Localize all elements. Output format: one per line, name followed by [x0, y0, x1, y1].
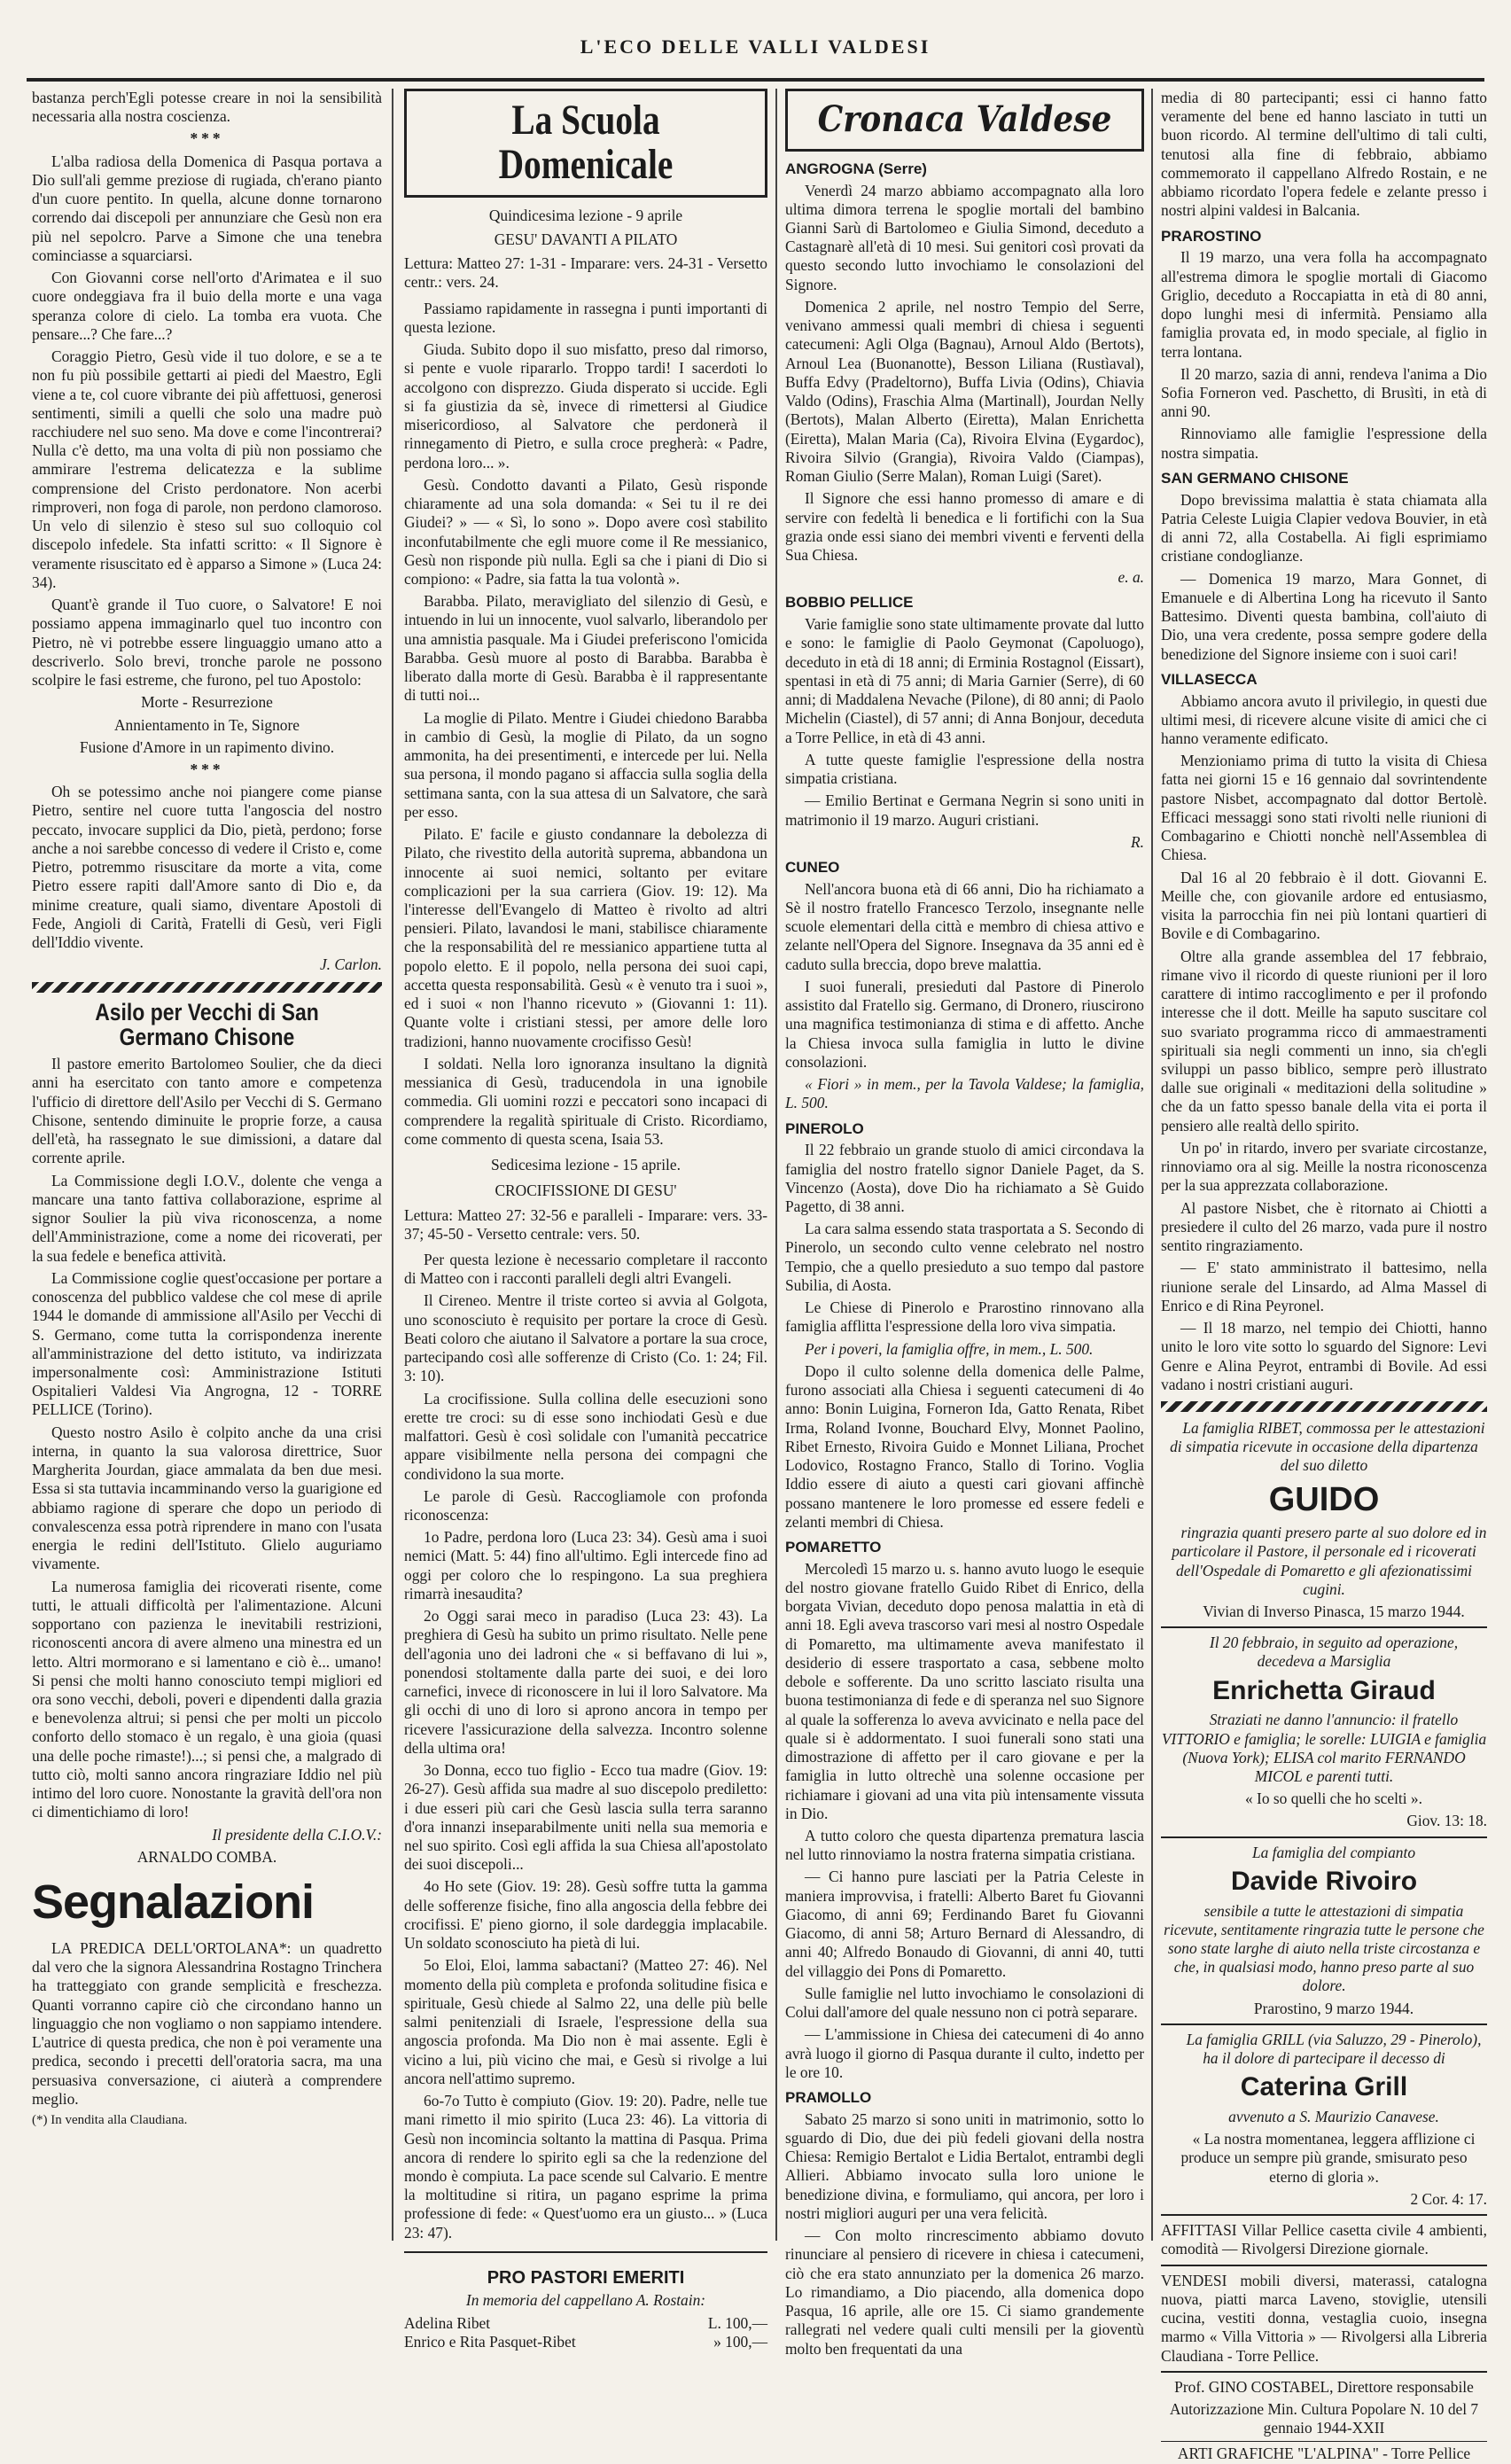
paragraph: 5o Eloi, Eloi, lamma sabactani? (Matteo 27: 46). Nel momento della più completa e profonda solitudine fisica e spirituale, Gesù chiede al Salmo 22, una delle più belle salmi penitenziali di Israele, l'espressione della sua angoscia profonda. Ma Dio non è mai assente. Egli è vicino a lui, più vicino che mai, e Gesù si rivolge a lui ancora nell'attimo supremo. [404, 1956, 767, 2087]
section-title-box [785, 89, 1144, 152]
paragraph: Il Cireneo. Mentre il triste corteo si avvia al Golgota, uno sconosciuto è requisito per portare la croce di Gesù. Beati coloro che aiutano il Salvatore a portare la sua croce, partecipando così alle sofferenze di Cristo (Co. 1: 24; Fil. 3: 10). [404, 1291, 767, 1385]
pro-pastori-subtitle: In memoria del cappellano A. Rostain: [465, 2291, 706, 2310]
donation-row [404, 2333, 767, 2351]
notice-text: « La nostra momentanea, leggera afflizione ci produce un sempre più grande, smisurato peso eterno di gloria ». [1180, 2130, 1476, 2186]
section-title-box [404, 89, 767, 198]
paragraph: Domenica 2 aprile, nel nostro Tempio del Serre, venivano ammessi quali membri di chiesa i seguenti catecumeni: Agli Olga (Bagnau), Arnoul Aldo (Bertots), Arnoul Lea (Buonanotte), Besson Liliana (Rustìaval), Buffa Edvy (Pradeltorno), Buffa Livia (Odins), Chiavia Valdo (Odins), Fraschia Alma (Martinall), Jourdan Nelly (Bertots), Malan Alberto (Eiretta), Malan Enrichetta (Eiretta), Malan Maria (Ca), Rivoira Elvina (Eygardoc), Rivoira Silvio (Grangia), Rivoira Valdo (Ciampas), Roman Giulio (Serre Malan), Roman Luigi (Saret). [785, 297, 1144, 486]
divider [1161, 2023, 1487, 2025]
locality-heading: CUNEO [785, 859, 840, 876]
donation-row [404, 2314, 767, 2333]
divider [1161, 1836, 1487, 1838]
column-2 [404, 89, 767, 2351]
lesson-date: Quindicesima lezione - 9 aprile [488, 206, 683, 224]
signature: R. [1131, 832, 1144, 851]
paragraph: — Emilio Bertinat e Germana Negrin si sono uniti in matrimonio il 19 marzo. Auguri cristiani. [785, 791, 1144, 829]
section-title: Segnalazioni [32, 1875, 315, 1930]
lesson-date: Sedicesima lezione - 15 aprile. [491, 1156, 681, 1174]
paragraph: « Fiori » in mem., per la Tavola Valdese; la famiglia, L. 500. [785, 1075, 1144, 1112]
paragraph: La numerosa famiglia dei ricoverati risente, come tutti, le attuali difficoltà per l'alimentazione. Alcuni sopportano con pazienza le inevitabili restrizioni, riconoscenti ancora di avere almeno una minestra ed un letto. Altri mormorano e si lamentano e ciò è... umano! Si pensi che molti hanno conosciuto tempi migliori ed ora sono vecchi, deboli, poveri e dipendenti dalla grazia e benevolenza altrui; si pensi che per molti un piccolo conforto dello stomaco è un regalo, è una gioia (quasi una delle poche rimaste!)...; si pensi che, a malgrado di tutto ciò, molti sanno ancora ringraziare Iddio nel più intimo del loro cuore. Nonostante la gravità dell'ora non ci dimentichiamo di loro! [32, 1577, 382, 1821]
paragraph: Sabato 25 marzo si sono uniti in matrimonio, sotto lo sguardo di Dio, due dei più fedeli giovani della nostra Chiesa: Remigio Bertalot e Lidia Bertalot, entrambi degli Allieri. Abbiamo invocato sulla loro unione le benedizione divina, e formuliamo, qui ancora, per loro i nostri migliori auguri per una vera felicità. [785, 2109, 1144, 2222]
masthead: L'ECO DELLE VALLI VALDESI [580, 35, 931, 58]
paragraph: Il 20 marzo, sazia di anni, rendeva l'anima a Dio Sofia Forneron ved. Paschetto, di Brusìti, in età di anni 90. [1161, 364, 1487, 421]
paragraph: Mercoledì 15 marzo u. s. hanno avuto luogo le esequie del nostro giovane fratello Guido Ribet di Enrico, della borgata Vivian, deceduto dopo penosa malattia in età di anni 18. Egli aveva trascorso vari mesi al nostro Ospedale di Pomaretto, ma ultimamente aveva manifestato il desiderio di essere trasportato a casa, sebbene molto debole e sofferente. Da uno scritto lasciato risulta una buona testimonianza di fede e di speranza nel suo Signore al quale la sofferenza lo aveva avvicinato e nella pace del quale si è addormentato. I suoi funerali sono stati una dimostrazione di affetto per il caro giovane e per la famiglia in lutto oltrechè una solenne occasione per richiamare i giovani ad una vita più intensamente vissuta in Dio. [785, 1559, 1144, 1822]
paragraph: Le parole di Gesù. Raccogliamole con profonda riconoscenza: [404, 1486, 767, 1524]
pro-pastori-title: PRO PASTORI EMERITI [487, 2267, 685, 2288]
paragraph: Questo nostro Asilo è colpito anche da una crisi interna, in quanto la sua valorosa direttrice, Suor Margherita Jourdan, giace ammalata da ben due mesi. Essa si sta tuttavia incamminando verso la guarigione ed abbiamo ragione di sperare che dopo un periodo di convalescenza essa potrà riprendere in mano con l'usata energia le redini dell'Istituto. Glielo auguriamo vivamente. [32, 1423, 382, 1573]
section-title: Cronaca Valdese [817, 98, 1112, 140]
lesson-heading: CROCIFISSIONE DI GESU' [495, 1181, 677, 1200]
footnote: (*) In vendita alla Claudiana. [32, 2113, 188, 2128]
signature: ARNALDO COMBA. [136, 1847, 277, 1866]
paragraph: La cara salma essendo stata trasportata a S. Secondo di Pinerolo, un secondo culto venne celebrato nel nostro Tempio, che a quello presieduto a suo tempo dal pastore Subilia, di Aosta. [785, 1220, 1144, 1294]
locality-heading: VILLASECCA [1161, 670, 1258, 688]
paragraph: Un po' in ritardo, invero per svariate circostanze, rinnoviamo ora al sig. Meille la nostra riconoscenza per la sua apprezzata collaborazione. [1161, 1138, 1487, 1195]
paragraph: 1o Padre, perdona loro (Luca 23: 34). Gesù ama i suoi nemici (Matt. 5: 44) fino all'ultimo. Egli intercede fino ad oggi per coloro che lo respingono. La sua preghiera rimarrà inesaudita? [404, 1528, 767, 1602]
donation-amount: » 100,— [713, 2332, 767, 2351]
paragraph: Il 19 marzo, una vera folla ha accompagnato all'estrema dimora le spoglie mortali di Giacomo Griglio, deceduto a Roccapiatta in età di 80 anni, dopo lunghi mesi di infermità. Pensiamo alla famiglia provata ed, in modo speciale, al figlio in terra lontana. [1161, 248, 1487, 361]
locality-heading: BOBBIO PELLICE [785, 594, 914, 612]
column-divider [775, 89, 777, 2241]
article-title: Asilo per Vecchi di San Germano Chisone [95, 998, 319, 1050]
notice-intro: La famiglia RIBET, commossa per le attestazioni di simpatia ricevute in occasione della dipartenza del suo diletto [1170, 1418, 1485, 1475]
paragraph: Per i poveri, la famiglia offre, in mem., L. 500. [805, 1339, 1094, 1358]
paragraph: bastanza perch'Egli potesse creare in noi la sensibilità necessaria alla nostra coscienza. [32, 89, 382, 126]
paragraph: Passiamo rapidamente in rassegna i punti importanti di questa lezione. [404, 299, 767, 336]
column-divider [1151, 89, 1153, 2241]
notice-ref: Giov. 13: 18. [1406, 1812, 1487, 1830]
signature: J. Carlon. [319, 955, 382, 974]
paragraph: Barabba. Pilato, meravigliato del silenzio di Gesù, e intuendo in lui un innocente, vuol salvarlo, liberandolo per una amnistia pasquale. Ma i Giudei preferiscono l'omicida Barabba. Gesù muore al posto di Barabba. Barabba è liberato dalla morte di Gesù. Barabba è il rappresentante di tutti noi... [404, 592, 767, 705]
locality-heading: POMARETTO [785, 1538, 882, 1556]
divider [1161, 2214, 1487, 2216]
paragraph: La moglie di Pilato. Mentre i Giudei chiedono Barabba in cambio di Gesù, la moglie di Pilato, da un sogno ammonita, ha dei presentimenti, e intercede per lui. Nella sua persona, il mondo pagano si affaccia sulla soglia della settimana santa, con la sua attesa di un Salvatore, che sarà per esso. [404, 708, 767, 821]
signature: Il presidente della C.I.O.V.: [212, 1825, 382, 1844]
paragraph: Dopo brevissima malattia è stata chiamata alla Patria Celeste Luigia Clapier vedova Bouvier, in età di anni 72, alla Costabella. Ai figli esprimiamo cristiane condoglianze. [1161, 490, 1487, 565]
classified-ad: VENDESI mobili diversi, materassi, catalogna nuova, piatti marca Laveno, stoviglie, utensili cucina, vestiti donna, vestaglia cuoio, insegna marmo « Villa Vittoria » — Rivolgersi alla Libreria Claudiana - Torre Pellice. [1161, 2271, 1487, 2365]
notice-place: avvenuto a S. Maurizio Canavese. [1228, 2107, 1439, 2125]
imprint-box [1161, 2371, 1487, 2464]
paragraph: Il pastore emerito Bartolomeo Soulier, che da dieci anni ha esercitato con tanto amore e competenza l'ufficio di direttore dell'Asilo per Vecchi di S. Germano Chisone, sentendo diminuite le proprie forze, a causa dell'età, ha rassegnato le sue dimissioni, a datare dal corrente aprile. [32, 1055, 382, 1167]
paragraph: La crocifissione. Sulla collina delle esecuzioni sono erette tre croci: su di esse sono inchiodati Gesù e due malfattori. Gesù è così solidale con l'umanità peccatrice appare visibilmente nella persona dei compagni che condividono la sua morte. [404, 1389, 767, 1483]
paragraph: LA PREDICA DELL'ORTOLANA*: un quadretto dal vero che la signora Alessandrina Rostagno Trinchera ha tratteggiato con grande semplicità e freschezza. Quanti vorranno capire ciò che circondano hanno un linguaggio che non vogliamo o non sappiamo intendere. L'autrice di questa predica, che non è poi veramente una predica, secondo i precetti dell'oratoria sacra, ma una persuasiva conversazione, ci aiuterà a comprendere meglio. [32, 1938, 382, 2108]
notice-name: Caterina Grill [1240, 2072, 1408, 2102]
notice-intro: Il 20 febbraio, in seguito ad operazione, decedeva a Marsiglia [1209, 1634, 1459, 1671]
verse-line: Fusione d'Amore in un rapimento divino. [79, 737, 335, 756]
locality-heading: PRAROSTINO [1161, 227, 1262, 245]
imprint-line: Prof. GINO COSTABEL, Direttore responsabile [1174, 2377, 1474, 2396]
notice-text: Straziati ne danno l'annuncio: il fratello VITTORIO e famiglia; le sorelle: LUIGIA e famiglia (Nuova York); ELISA col marito FERNANDO MICOL e parenti tutti. [1161, 1711, 1487, 1785]
masthead-rule [27, 78, 1484, 82]
notice-name: Enrichetta Giraud [1212, 1675, 1436, 1705]
paragraph: — Il 18 marzo, nel tempio dei Chiotti, hanno unito le loro vite sotto lo sguardo del Signore: Levi Genre e Alina Peyrot, entrambi di Bovile. Ad essi vadano i nostri cristiani auguri. [1161, 1319, 1487, 1393]
paragraph: 2o Oggi sarai meco in paradiso (Luca 23: 43). La preghiera di Gesù ha subito un primo risultato. Nelle pene dell'agonia uno dei ladroni che « si beffavano di lui », ponendosi stoltamente dalla parte dei suoi, e dei loro carnefici, invece di riconoscere in lui il loro Salvatore. Ma gli occhi di uno di loro si aprono ancora in tempo per ricevere l'assicurazione della salvezza. Incontro solenne della ultima ora! [404, 1607, 767, 1757]
locality-heading: SAN GERMANO CHISONE [1161, 469, 1349, 487]
notice-place: Prarostino, 9 marzo 1944. [1253, 1999, 1414, 2017]
paragraph: — Con molto rincrescimento abbiamo dovuto rinunciare al pensiero di ricevere in chiesa i catecumeni, ciò che era stato annunziato per la domenica 26 marzo. Lo rimandiamo, a Dio piacendo, alla domenica dopo Pasqua, 16 aprile, alle ore 15. Ci siamo grandemente rallegrati nel vedere quali culti mensili per la gioventù molto ben frequentati da una [785, 2226, 1144, 2358]
paragraph: Giuda. Subito dopo il suo misfatto, preso dal rimorso, si pente e vuole ripararlo. Troppo tardi! I sacerdoti lo accolgono con disprezzo. Giuda disperato si uccide. Egli si fa giustizia da sè, invece di rimettersi al Giudice misericordioso, al Salvatore che perdonerà il rinnegamento di Pietro, e sulla croce pregherà: « Padre, perdona loro... ». [404, 340, 767, 472]
imprint-line: ARTI GRAFICHE "L'ALPINA" - Torre Pellice [1161, 2441, 1487, 2463]
donor-name: Adelina Ribet [404, 2313, 491, 2332]
paragraph: Varie famiglie sono state ultimamente provate dal lutto e sono: le famiglie di Paolo Geymonat (Capoluogo), deceduto in età di 18 anni; di Erminia Rostagnol (Eissart), spentasi in età di 75 anni; di Maria Garnier (Serre), di 60 anni; di Maddalena Nevache (Pilone), di 80 anni; di Paolo Michelin (Ciastel), di 57 anni; di Anna Bonjour, deceduta a Torre Pellice, in età di 43 anni. [785, 615, 1144, 746]
column-1 [32, 89, 382, 2241]
divider [1161, 2265, 1487, 2266]
separator-stars: *** [190, 760, 224, 778]
notice-text: ringrazia quanti presero parte al suo dolore ed in particolare il Pastore, il personale ed i ricoverati dell'Ospedale di Pomaretto e gli afezionatissimi cugini. [1172, 1524, 1487, 1598]
reading-note: Lettura: Matteo 27: 1-31 - Imparare: vers. 24-31 - Versetto centr.: vers. 24. [404, 254, 767, 292]
notice-intro: La famiglia GRILL (via Saluzzo, 29 - Pinerolo), ha il dolore di partecipare il decesso di [1186, 2030, 1482, 2068]
paragraph: A tutte queste famiglie l'espressione della nostra simpatia cristiana. [785, 750, 1144, 788]
paragraph: Oh se potessimo anche noi piangere come pianse Pietro, sentire nel cuore tutta l'angoscia del nostro peccato, invocare supplici da Dio, pietà, perdono; forse anche a noi sarebbe concesso di vedere il Cristo e, come Pietro, potremmo risuscitare da morte a vita, come Pietro essere rapiti dall'Amore santo di Dio e, da minime creature, quali siamo, diventare Apostoli di Fede, Angioli di Carità, Fratelli di Gesù, veri Figli dell'Iddio vivente. [32, 783, 382, 952]
signature: e. a. [1118, 568, 1144, 587]
paragraph: — L'ammissione in Chiesa dei catecumeni di 4o anno avrà luogo il giorno di Pasqua durante il culto, indetto per le ore 10. [785, 2025, 1144, 2081]
paragraph: Abbiamo ancora avuto il privilegio, in questi due ultimi mesi, di ricevere alcune visite di amici che ci hanno veramente edificato. [1161, 691, 1487, 747]
paragraph: 4o Ho sete (Giov. 19: 28). Gesù soffre tutta la gamma delle sofferenze fisiche, fino alla angoscia della febbre dei crocifissi. E' pieno giorno, il sole dardeggia implacabile. Un soldato sconosciuto ha pietà di lui. [404, 1877, 767, 1953]
classified-ad: AFFITTASI Villar Pellice casetta civile 4 ambienti, comodità — Rivolgersi Direzione giornale. [1161, 2221, 1487, 2258]
paragraph: Oltre alla grande assemblea del 17 febbraio, rimane vivo il ricordo di queste riunioni per il loro carattere di intimo raccoglimento e per il profondo interesse che il dott. Meille ha saputo suscitare col suo svariato programma ricco di ammaestramenti spirituali sia negli commenti un inno, sia ch'egli sviluppi un passo biblico, sempre però illustrato dalle sue originali « meditazioni della solitudine » che da un fatto spesso banale della vita ei porta il pensiero alle realtà dello spirito. [1161, 947, 1487, 1135]
notice-intro: La famiglia del compianto [1251, 1843, 1416, 1861]
ornament-divider [32, 982, 382, 993]
paragraph: Coraggio Pietro, Gesù vide il tuo dolore, e se a te non fu più possibile gettarti ai piedi del Maestro, Egli viene a te, col cuore vibrante dei più affettuosi, generosi sentimenti, simili a quelli che solo una madre può racchiudere nel suo seno. Ma dove e come l'incontrerai? Nulla c'è detto, ma una volta di più non possiamo che ammirare l'estrema delicatezza e la sublime comprensione del Cristo perdonatore. Non acerbi rimproveri, non foga di parole, non perdono clamoroso. Un velo di silenzio è steso sul suo colloquio col discepolo infedele. Sta infatti scritto: « Il Signore è veramente risuscitato ed è apparso a Simone » (Luca 24: 34). [32, 347, 382, 591]
paragraph: Pilato. E' facile e giusto condannare la debolezza di Pilato, che rivestito della autorità suprema, abbandona un innocente ai suoi nemici, soltanto per evitare complicazioni per la sua carriera (Giov. 19: 12). Ma l'interesse dell'Evangelo di Matteo è rivolto ad altri pensieri. Pilato, lavandosi le mani, stabilisce chiaramente che la responsabilità del re messianico appartiene tutta al popolo eletto. E il popolo, nella persona dei suoi capi, accetta questa responsabilità. Gesù « è venuto tra i suoi », ed i suoi « non l'hanno ricevuto » (Giovanni 1: 11). Quante volte i cristiani stessi, per amore delle loro tradizioni, hanno nuovamente crocifisso Gesù! [404, 825, 767, 1050]
paragraph: Il 22 febbraio un grande stuolo di amici circondava la famiglia del nostro fratello signor Daniele Paget, da S. Vincenzo (Aosta), dove Dio ha richiamato a Sè Guido Pagetto, di 38 anni. [785, 1141, 1144, 1215]
paragraph: 6o-7o Tutto è compiuto (Giov. 19: 20). Padre, nelle tue mani rimetto il mio spirito (Luca 23: 46). La vittoria di Gesù non incomincia soltanto la mattina di Pasqua. Prima ancora di rendere lo spirito egli sa che la redenzione del mondo è compiuta. La pace scende sul Calvario. E mentre la moltitudine si ritira, un pagano esprime la prima professione di fede: « Quest'uomo era un giusto... » (Luca 23: 47). [404, 2092, 767, 2242]
paragraph: Dopo il culto solenne della domenica delle Palme, furono associati alla Chiesa i seguenti catecumeni di 4o anno: Bonin Luigina, Forneron Ida, Gatto Renata, Ribet Irma, Roland Ivonne, Bouchard Elvy, Monnet Paolino, Ribet Ernesto, Rivoira Guido e Monnet Liliana, Prochet Lodovico, Rostagno Franco, Stallo di Torino. Voglia Iddio essere di aiuto a questi cari giovani affinchè possano mantenere le loro promesse ed essere fedeli e zelanti membri di Chiesa. [785, 1361, 1144, 1531]
paragraph: 3o Donna, ecco tuo figlio - Ecco tua madre (Giov. 19: 26-27). Gesù affida sua madre al suo discepolo prediletto: i due esseri più cari che Gesù lascia sulla terra saranno d'ora innanzi inseparabilmente uniti nella sua memoria e nel suo spirito. Così egli affida la sua Chiesa all'apostolato dei suoi discepoli... [404, 1761, 767, 1874]
paragraph: — Domenica 19 marzo, Mara Gonnet, di Emanuele e di Albertina Long ha ricevuto il Santo Battesimo. Diventi questa bambina, coll'aiuto di Dio, una vera credente, possa sempre godere della benedizione del Signore insieme con i suoi cari! [1161, 569, 1487, 663]
column-divider [392, 89, 393, 2241]
paragraph: Gesù. Condotto davanti a Pilato, Gesù risponde chiaramente ad una sola domanda: « Sei tu il re dei Giudei? » — « Sì, lo sono ». Dopo avere così stabilito inconfutabilmente che egli muore come il Re messianico, Gesù non risponde più nulla. Egli sa che i piani di Dio si compiono: « Padre, sia fatta la tua volontà ». [404, 475, 767, 588]
paragraph: Sulle famiglie nel lutto invochiamo le consolazioni di Colui dall'amore del quale nessuno non ci potrà separare. [785, 1984, 1144, 2022]
paragraph: — E' stato amministrato il battesimo, nella riunione serale del Linsardo, ad Alma Massel di Enrico e di Rina Peyronel. [1161, 1259, 1487, 1314]
locality-heading: PRAMOLLO [785, 2089, 872, 2107]
paragraph: Menzioniamo prima di tutto la visita di Chiesa fatta nei giorni 15 e 16 gennaio dal sovrintendente pastore Nisbet, accompagnato dal dottor Bertolè. Efficaci messaggi sono stati rivolti nelle riunioni di Combagarino e Chiotti nonchè nell'Assemblea di Chiesa. [1161, 752, 1487, 864]
column-3 [785, 89, 1144, 2358]
notice-name: GUIDO [1268, 1480, 1380, 1518]
paragraph: La Commissione degli I.O.V., dolente che venga a mancare una tanto fattiva collaborazione, esprime al signor Soulier la più viva riconoscenza, a nome dell'Amministrazione, come a nome dei ricoverati, per la sua fedele e benefica attività. [32, 1171, 382, 1265]
separator-stars: *** [190, 129, 224, 148]
notice-verse: « Io so quelli che ho scelti ». [1245, 1790, 1422, 1808]
paragraph: — Ci hanno pure lasciati per la Patria Celeste in maniera improvvisa, i fratelli: Alberto Baret fu Giovanni Giacomo, di anni 69; Ferdinando Baret fu Giovanni Giacomo, di anni 58; Arturo Bernard di Alessandro, di anni 40; Alfredo Bonaudo di Giovanni, di anni 40, tutti del villaggio dei Pons di Pomaretto. [785, 1867, 1144, 1980]
notice-name: Davide Rivoiro [1230, 1866, 1418, 1896]
donation-amount: L. 100,— [707, 2313, 767, 2332]
paragraph: La Commissione coglie quest'occasione per portare a conoscenza del pubblico valdese che col mese di aprile 1944 le domande di ammissione all'Asilo per Vecchi di S. Germano, come tutta la corrispondenza inerente all'amministrazione del detto istituto, va indirizzata impersonalmente così: Amministrazione Istituti Ospitalieri Valdesi Via Angrogna, 12 - TORRE PELLICE (Torino). [32, 1268, 382, 1419]
paragraph: Al pastore Nisbet, che è ritornato ai Chiotti a presiedere il culto del 26 marzo, vada pure il nostro sentito ringraziamento. [1161, 1198, 1487, 1255]
paragraph: Venerdì 24 marzo abbiamo accompagnato alla loro ultima dimora terrena le spoglie mortali del bambino Gianni Sarù di Bartolomeo e Giulia Simond, deceduto a Castagnarè all'età di 10 mesi. Sui genitori così provati da questo secondo lutto invochiamo le consolazioni del Signore. [785, 181, 1144, 293]
lesson-heading: GESU' DAVANTI A PILATO [494, 230, 678, 249]
divider [1161, 1626, 1487, 1628]
paragraph: Dal 16 al 20 febbraio è il dott. Giovanni E. Meille che, con giovanile ardore ed entusiasmo, visita la parrocchia fin nei più lontani quartieri di Bovile e di Combagarino. [1161, 868, 1487, 943]
paragraph: Le Chiese di Pinerolo e Prarostino rinnovano alla famiglia afflitta l'espressione della loro viva simpatia. [785, 1298, 1144, 1336]
verse-line: Annientamento in Te, Signore [113, 715, 300, 734]
reading-note: Lettura: Matteo 27: 32-56 e paralleli - Imparare: vers. 33-37; 45-50 - Versetto centrale: vers. 50. [404, 1205, 767, 1243]
verse-line: Morte - Resurrezione [141, 693, 273, 712]
imprint-line: Autorizzazione Min. Cultura Popolare N. 10 del 7 gennaio 1944-XXII [1169, 2400, 1479, 2437]
paragraph: Con Giovanni corse nell'orto d'Arimatea e il suo cuore ondeggiava fra il buio della morte e una vaga speranza colore di cielo. La tomba era vuota. Che pensare...? Che fare...? [32, 269, 382, 343]
notice-place: Vivian di Inverso Pinasca, 15 marzo 1944. [1203, 1602, 1465, 1620]
column-4 [1161, 89, 1487, 2463]
paragraph: Nell'ancora buona età di 66 anni, Dio ha richiamato a Sè il nostro fratello Francesco Terzolo, insegnante nelle scuole elementari della città e membro di chiesa attivo e zelante nell'Opera del Signore. Insegnava da 35 anni ed è caduto sulla breccia, dopo breve malattia. [785, 879, 1144, 973]
paragraph: Per questa lezione è necessario completare il racconto di Matteo con i racconti paralleli degli altri Evangeli. [404, 1250, 767, 1288]
paragraph: L'alba radiosa della Domenica di Pasqua portava a Dio sull'ali gemme preziose di rugiada, ch'erano pianto d'un cuore pentito. In quella, alcune donne tornarono correndo dai discepoli per annunziare che Gesù non era più nel sepolcro. Parve a Simone che una tenebra cominciasse a squarciarsi. [32, 152, 382, 264]
notice-ref: 2 Cor. 4: 17. [1410, 2189, 1487, 2208]
paragraph: Rinnoviamo alle famiglie l'espressione della nostra simpatia. [1161, 425, 1487, 462]
donor-name: Enrico e Rita Pasquet-Ribet [404, 2332, 576, 2351]
paragraph: Quant'è grande il Tuo cuore, o Salvatore! E noi possiamo appena immaginarlo quel tuo incontro con Pietro, nè vi potrebbe essere linguaggio umano atto a descriverlo. Solo brevi, tronche parole ne possono scolpire le fasi estreme, che furono, pel tuo Apostolo: [32, 596, 382, 690]
paragraph: media di 80 partecipanti; essi ci hanno fatto veramente del bene ed hanno lasciato in tutti un buon ricordo. Al termine dell'ultimo di tali culti, tenutosi alla fine di febbraio, abbiamo commemorato il cappellano Alfredo Rostain, e ne abbiamo ricordato l'opera fedele e zelante presso i nostri alpini valdesi in Balcania. [1161, 89, 1487, 220]
locality-heading: ANGROGNA (Serre) [785, 160, 927, 177]
paragraph: I soldati. Nella loro ignoranza insultano la dignità messianica di Gesù, traducendola in una ignobile commedia. Gli uomini rozzi e peccatori sono incapaci di comprendere la regalità spirituale di Cristo. Ricordiamo, come commento di questa scena, Isaia 53. [404, 1054, 767, 1148]
paragraph: I suoi funerali, presieduti dal Pastore di Pinerolo assistito dal Fratello sig. Germano, di Dronero, riuscirono una magnifica testimonianza di stima e di affetto. Anche la Chiesa invoca sulla famiglia in lutto le divine consolazioni. [785, 977, 1144, 1071]
ornament-divider [1161, 1401, 1487, 1412]
paragraph: Il Signore che essi hanno promesso di amare e di servire con fedeltà li benedica e li fortifichi con la Sua grazia onde essi siano dei membri viventi e ferventi della Sua Chiesa. [785, 489, 1144, 564]
locality-heading: PINEROLO [785, 1119, 864, 1137]
section-title: La Scuola Domenicale [498, 97, 674, 189]
paragraph: A tutto coloro che questa dipartenza prematura lascia nel lutto rinnoviamo la nostra fraterna simpatia cristiana. [785, 1826, 1144, 1864]
pro-pastori-box [404, 2251, 767, 2351]
notice-text: sensibile a tutte le attestazioni di simpatia ricevute, sentitamente ringrazia tutte le persone che sono state larghe di aiuto nella triste circostanza e che, in qualsiasi modo, hanno preso parte al suo dolore. [1164, 1901, 1484, 1995]
